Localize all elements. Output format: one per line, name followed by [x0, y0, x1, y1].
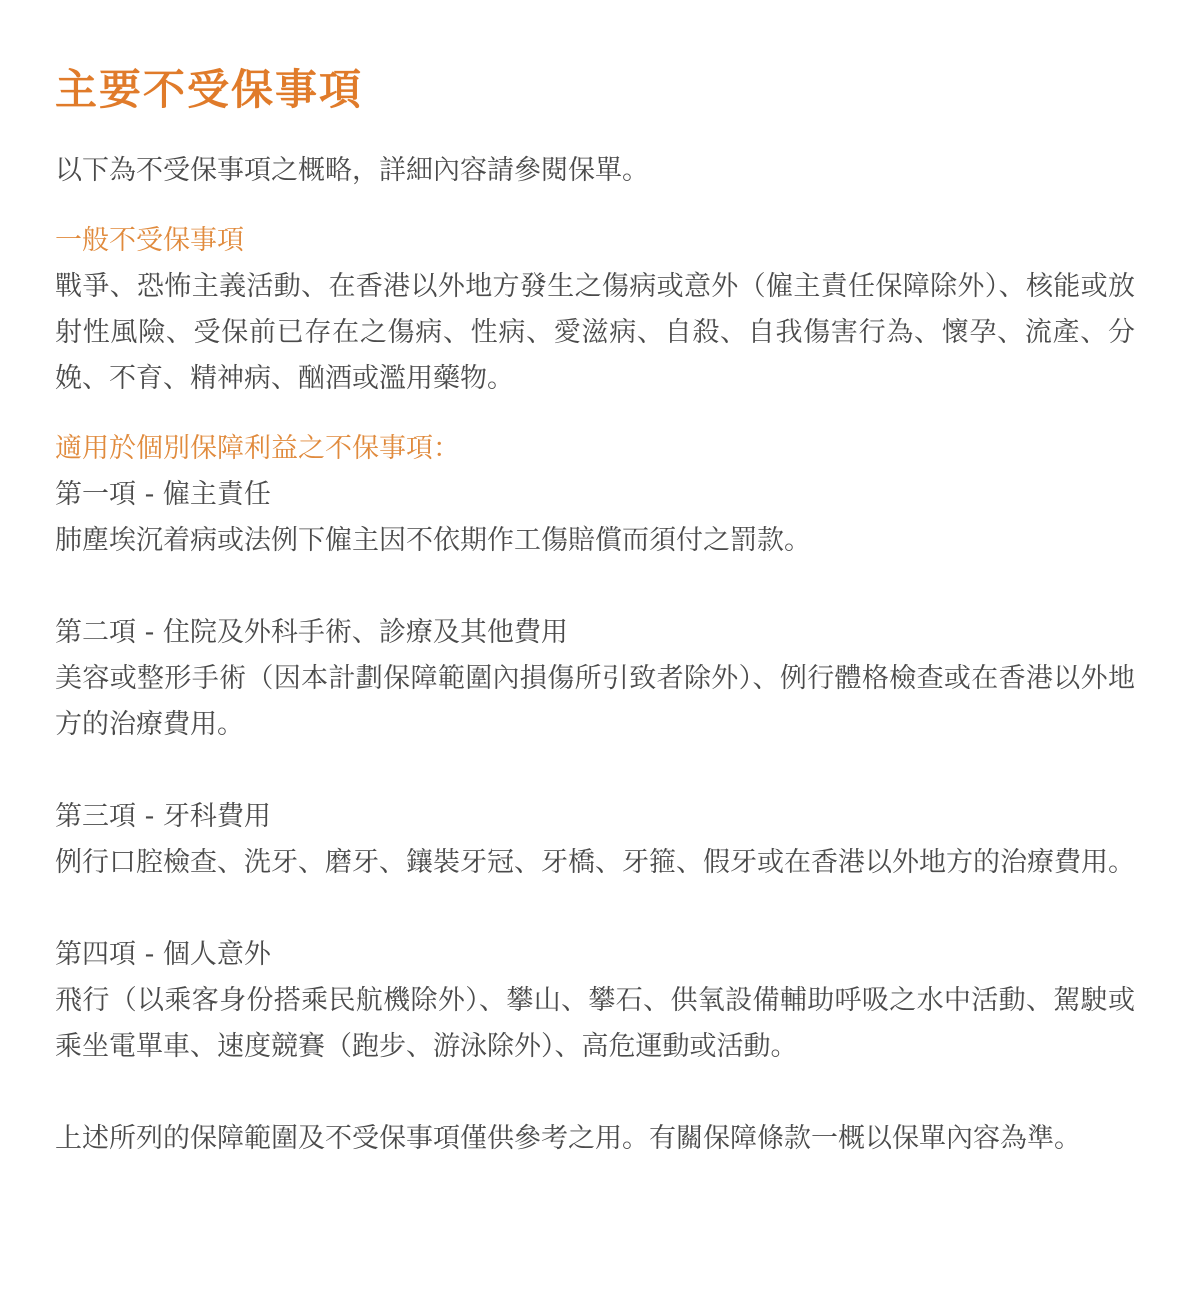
exclusion-item-text: 美容或整形手術（因本計劃保障範圍內損傷所引致者除外）、例行體格檢查或在香港以外地方的治療費用。 — [55, 663, 1135, 740]
specific-exclusions-heading: 適用於個別保障利益之不保事項： — [55, 433, 460, 464]
spacer — [55, 194, 1135, 218]
exclusion-item-title: 第二項 - 住院及外科手術、診療及其他費用 — [55, 617, 568, 648]
exclusion-item-3 — [55, 794, 1135, 886]
exclusions-page — [55, 62, 1135, 1162]
general-exclusions-section — [55, 218, 1135, 402]
footer-disclaimer: 上述所列的保障範圍及不受保事項僅供參考之用。有關保障條款一概以保單內容為準。 — [55, 1123, 1081, 1154]
general-exclusions-text: 戰爭、恐怖主義活動、在香港以外地方發生之傷病或意外（僱主責任保障除外）、核能或放射性風險、受保前已存在之傷病、性病、愛滋病、自殺、自我傷害行為、懷孕、流產、分娩、不育、精神病、酗酒或濫用藥物。 — [55, 271, 1135, 394]
spacer — [55, 1070, 1135, 1116]
general-exclusions-heading: 一般不受保事項 — [55, 225, 244, 256]
exclusion-item-title: 第一項 - 僱主責任 — [55, 479, 271, 510]
spacer — [55, 748, 1135, 794]
exclusion-item-text: 例行口腔檢查、洗牙、磨牙、鑲裝牙冠、牙橋、牙箍、假牙或在香港以外地方的治療費用。 — [55, 847, 1135, 878]
exclusion-item-text: 飛行（以乘客身份搭乘民航機除外）、攀山、攀石、供氧設備輔助呼吸之水中活動、駕駛或乘坐電單車、速度競賽（跑步、游泳除外）、高危運動或活動。 — [55, 985, 1135, 1062]
page-title: 主要不受保事項 — [55, 65, 364, 114]
exclusion-item-title: 第三項 - 牙科費用 — [55, 801, 271, 832]
exclusion-item-title: 第四項 - 個人意外 — [55, 939, 271, 970]
exclusion-item-4 — [55, 932, 1135, 1070]
spacer — [55, 564, 1135, 610]
intro-text: 以下為不受保事項之概略，詳細內容請參閱保單。 — [55, 155, 649, 186]
specific-exclusions-section — [55, 426, 1135, 1070]
exclusion-item-text: 肺塵埃沉着病或法例下僱主因不依期作工傷賠償而須付之罰款。 — [55, 525, 811, 556]
exclusion-item-2 — [55, 610, 1135, 748]
exclusion-item-1 — [55, 472, 1135, 564]
spacer — [55, 886, 1135, 932]
spacer — [55, 402, 1135, 426]
